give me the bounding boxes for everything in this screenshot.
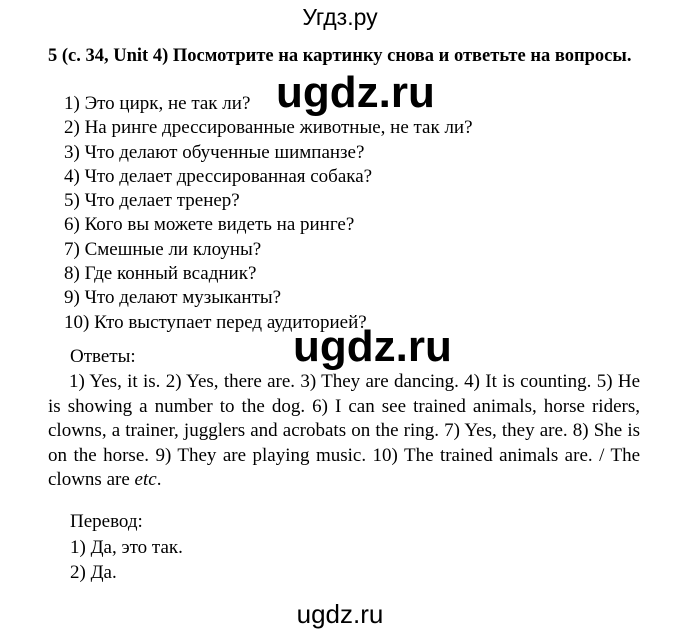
translation-label: Перевод: <box>70 511 143 532</box>
question-item: 1) Это цирк, не так ли? <box>64 93 251 114</box>
translation-item: 1) Да, это так. <box>70 537 183 558</box>
question-item: 9) Что делают музыканты? <box>64 287 282 309</box>
site-title: Угдз.ру <box>302 4 378 30</box>
watermark: ugdz.ru <box>293 322 452 371</box>
answers-label: Ответы: <box>70 346 136 367</box>
question-item: 6) Кого вы можете видеть на ринге? <box>64 214 355 236</box>
question-item: 7) Смешные ли клоуны? <box>64 238 262 260</box>
translation-list <box>70 535 183 585</box>
translation-item: 2) Да. <box>70 562 117 583</box>
question-item: 5) Что делает тренер? <box>64 190 240 212</box>
answers-end: . <box>156 469 162 490</box>
question-item: 4) Что делает дрессированная собака? <box>64 165 373 187</box>
question-item: 8) Где конный всадник? <box>64 263 257 285</box>
exercise-heading: 5 (с. 34, Unit 4) Посмотрите на картинку снова и ответьте на вопросы. <box>48 46 632 66</box>
footer-watermark: ugdz.ru <box>296 599 384 629</box>
question-item: 3) Что делают обученные шимпанзе? <box>64 141 365 163</box>
answers-paragraph <box>48 370 640 493</box>
answers-text: 1) Yes, it is. 2) Yes, there are. 3) They are dancing. 4) It is counting. 5) He is showing a number to the dog. 6) I can see trained animals, horse riders, clowns, a trainer, jugglers and acrobats on the ring. 7) Yes, they are. 8) She is on the horse. 9) They are playing music. 10) The trained animals are. / The clowns are <box>48 371 640 490</box>
answers-etc: etc <box>134 469 157 490</box>
watermark: ugdz.ru <box>276 68 435 117</box>
question-item: 2) На ринге дрессированные животные, не так ли? <box>64 117 473 139</box>
question-item: 10) Кто выступает перед аудиторией? <box>64 311 367 333</box>
questions-list <box>64 92 473 335</box>
